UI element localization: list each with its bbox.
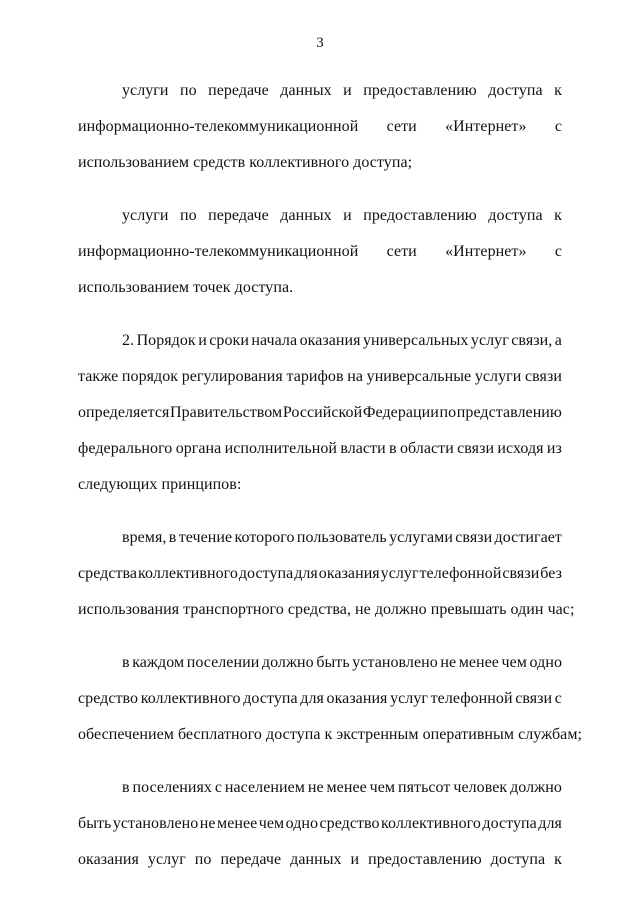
word: коллективного [381,815,481,832]
word: универсальных [362,332,469,349]
word: для [294,565,318,582]
word: каждом [132,654,185,671]
word: пользователь [296,529,387,546]
word: информационно-телекоммуникационной [78,118,359,135]
word: коллективного [138,565,238,582]
word: услуг [380,565,419,582]
word: чем [258,815,285,832]
word: исходя [497,440,544,457]
text-line: использования транспортного средства, не должно превышать один час; [78,601,575,618]
word: передаче [220,851,282,868]
word: предоставлению [363,82,477,99]
word: федерального [78,440,173,457]
word: в [168,529,177,546]
word: с [214,779,223,796]
word: с [554,243,562,260]
word: Порядок [136,332,196,349]
word: исполнительной [224,440,337,457]
text-line: обеспечением бесплатного доступа к экстренным оперативным службам; [78,726,583,743]
word: регулирования [181,368,283,385]
text-line: использованием точек доступа. [78,279,294,296]
word: власти [340,440,386,457]
word: доступа [488,207,543,224]
word: средство [78,690,139,707]
word: пятьсот [398,779,451,796]
word: данных [290,851,342,868]
word: к [554,207,562,224]
word: средство [319,815,380,832]
word: телефонной [419,565,502,582]
word: и [343,82,352,99]
word: быть [316,654,350,671]
word: установлено [112,815,199,832]
word: оказания [318,565,380,582]
word: по [179,82,197,99]
text-line [78,431,562,467]
word: порядок [121,368,179,385]
word: также [78,368,119,385]
word: из [546,440,562,457]
word: доступа [243,690,298,707]
paragraph [78,73,562,181]
word: информационно-телекоммуникационной [78,243,359,260]
word: связи [502,565,540,582]
word: предоставлению [363,207,477,224]
word: и [350,851,360,868]
text-line: использованием средств коллективного доступа; [78,154,413,171]
word: чем [369,779,396,796]
word: доступа [488,82,543,99]
word: услуги [122,207,169,224]
word: области [399,440,454,457]
text-line [78,73,562,109]
word: оказания [78,851,139,868]
word: должно [510,779,562,796]
text-line [78,359,562,395]
word: доступа [490,851,546,868]
word: услугами [389,529,453,546]
word: поселениях [132,779,212,796]
word: связи [457,440,495,457]
word: время, [122,529,167,546]
word: для [538,815,562,832]
word: чем [501,654,527,671]
word: достигает [494,529,562,546]
word: с [554,690,562,707]
word: услуг [390,690,429,707]
text-line [78,681,562,717]
text-line [78,645,562,681]
document-body [78,73,583,895]
word: 2. [122,332,135,349]
word: которого [234,529,295,546]
word: в [122,779,130,796]
text-line [78,770,562,806]
word: передаче [208,82,269,99]
word: по [179,207,197,224]
word: в [122,654,130,671]
word: поселении [186,654,260,671]
word: на [347,368,363,385]
paragraph [78,323,562,503]
word: услуги [122,82,169,99]
word: по [439,404,457,421]
word: связи [525,368,562,385]
word: не [307,779,324,796]
paragraph [78,198,562,306]
text-line [78,806,562,842]
word: связи [515,690,553,707]
word: менее [217,815,258,832]
word: сети [386,243,417,260]
word: органа [175,440,222,457]
word: «Интернет» [445,118,527,135]
word: Российской [282,404,363,421]
word: Федерации [362,404,439,421]
word: течение [178,529,233,546]
word: для [300,690,324,707]
word: менее [326,779,367,796]
word: оказания [299,332,361,349]
word: в [389,440,397,457]
word: услуг [470,332,509,349]
word: «Интернет» [445,243,527,260]
word: универсальные [366,368,472,385]
word: менее [458,654,499,671]
word: одно [285,815,319,832]
word: данных [280,82,332,99]
word: начала [251,332,298,349]
word: передаче [208,207,269,224]
word: а [554,332,562,349]
word: без [540,565,562,582]
word: одно [529,654,562,671]
text-line [78,842,562,878]
text-line [78,234,562,270]
word: сроки [209,332,249,349]
word: связи, [511,332,553,349]
word: и [198,332,207,349]
text-line [78,323,562,359]
word: тарифов [286,368,344,385]
text-line [78,556,562,592]
word: телефонной [430,690,513,707]
word: не [440,654,457,671]
word: услуг [147,851,186,868]
word: коллективного [140,690,241,707]
word: с [554,118,562,135]
word: определяется [78,404,170,421]
word: оказания [326,690,388,707]
word: доступа [238,565,294,582]
word: установлено [352,654,438,671]
word: должно [261,654,314,671]
text-line: следующих принципов: [78,476,242,493]
word: данных [280,207,332,224]
paragraph [78,645,583,753]
word: Правительством [170,404,283,421]
word: средства [78,565,138,582]
paragraph [78,520,575,628]
word: не [199,815,216,832]
word: по [194,851,212,868]
word: предоставлению [368,851,482,868]
text-line [78,395,562,431]
word: представлению [456,404,562,421]
word: к [554,82,562,99]
word: к [554,851,562,868]
word: и [343,207,352,224]
word: населением [224,779,305,796]
word: услуги [474,368,522,385]
text-line [78,109,562,145]
text-line [78,520,562,556]
word: человек [453,779,508,796]
word: доступа [482,815,537,832]
text-line [78,198,562,234]
word: связи [455,529,493,546]
page-number: 3 [316,35,324,51]
word: быть [78,815,112,832]
paragraph [78,770,562,878]
word: сети [386,118,417,135]
